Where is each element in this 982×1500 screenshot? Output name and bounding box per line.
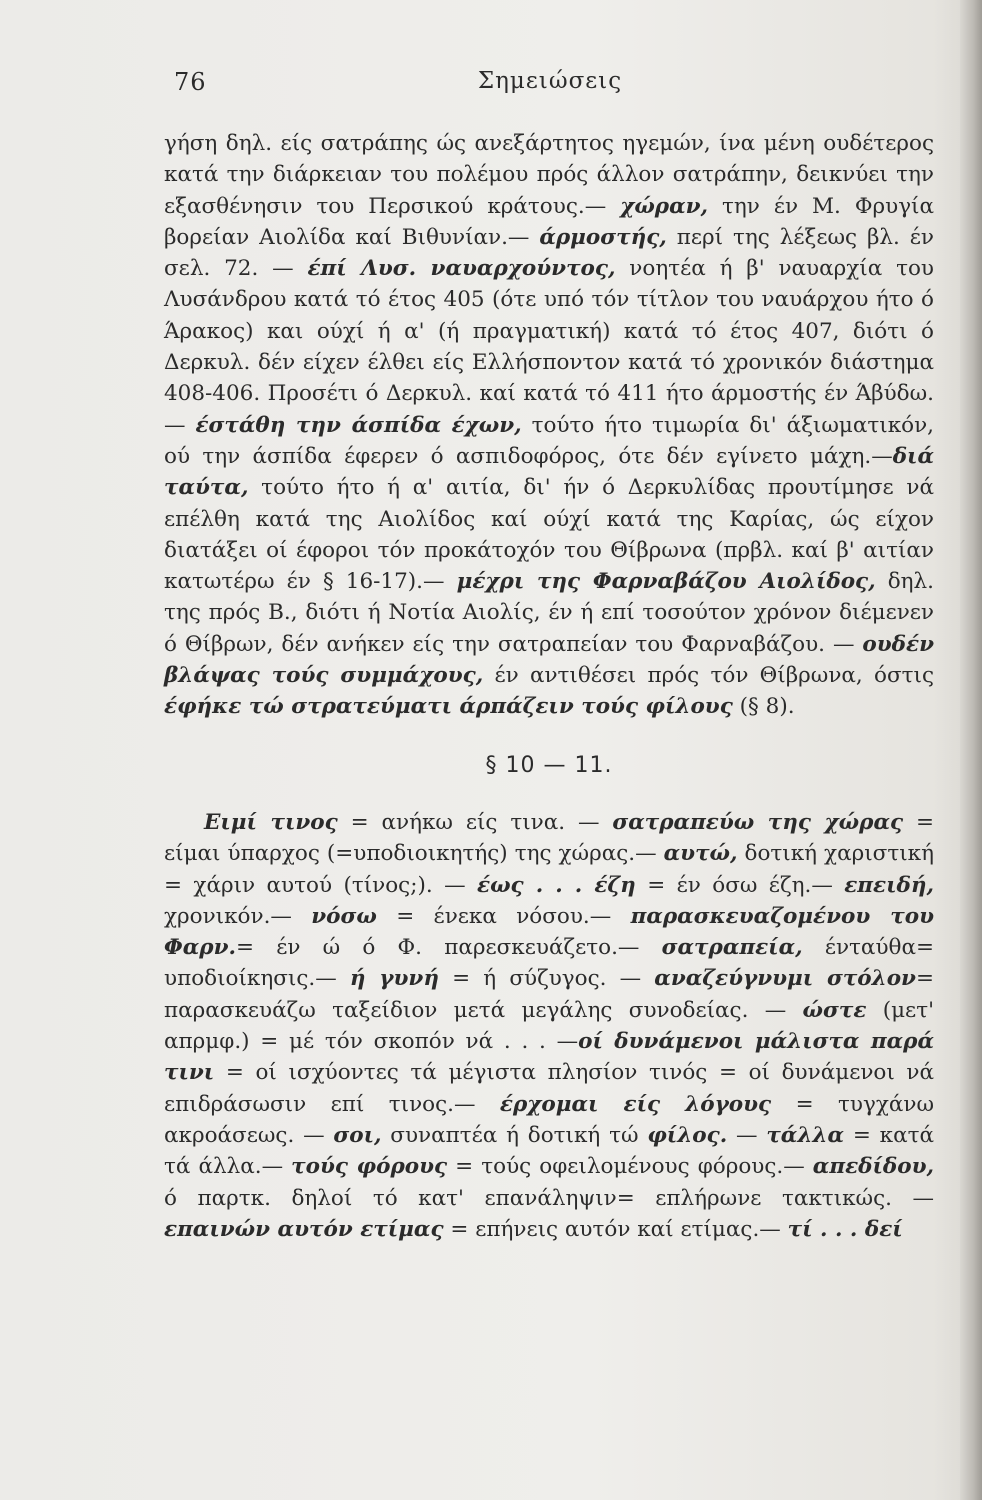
lemma-term: χώραν, [620,193,709,219]
lemma-term: σατραπεύω της χώρας [612,809,904,835]
notes-paragraph-1: γήση δηλ. είς σατράπης ώς ανεξάρτητος ηγεμών, ίνα μένη ουδέτερος κατά την διάρκειαν του πολέμου πρός άλλον σατράπην, δεικνύει την εξασθένησιν του Περσικού κράτους.— χώραν, την έν Μ. Φρυγία βορείαν Αιολίδα καί Βιθυνίαν.— άρμοστής, περί της λέξεως βλ. έν σελ. 72. — έπί Λυσ. ναυαρχούντος, νοητέα ή β' ναυαρχία του Λυσάνδρου κατά τό έτος 405 (ότε υπό τόν τίτλον του ναυάρχου ήτο ό Άρακος) και ούχί ή α' (ή πραγματική) κατά τό έτος 407, διότι ό Δερκυλ. δέν είχεν έλθει είς Ελλήσποντον κατά τό χρονικόν διάστημα 408-406. Προσέτι ό Δερκυλ. καί κατά τό 411 ήτο άρμοστής έν Άβύδω.— έστάθη την άσπίδα έχων, τούτο ήτο τιμωρία δι' άξιωματικόν, ού την άσπίδα έφερεν ό ασπιδοφόρος, ότε δέν εγίνετο μάχη.—διά ταύτα, τούτο ήτο ή α' αιτία, δι' ήν ό Δερκυλίδας προυτίμησε νά επέλθη κατά της Αιολίδος καί ούχί κατά της Καρίας, ώς είχον διατάξει οί έφοροι τόν προκάτοχόν του Θίβρωνα (πρβλ. καί β' αιτίαν κατωτέρω έν § 16-17).— μέχρι της Φαρναβάζου Αιολίδος, δηλ. της πρός Β., διότι ή Νοτία Αιολίς, έν ή επί τοσούτον χρόνον διέμενεν ό Θίβρων, δέν ανήκεν είς την σατραπείαν του Φαρναβάζου. — ουδέν βλάψας τούς συμμάχους, έν αντιθέσει πρός τόν Θίβρωνα, όστις έφήκε τώ στρατεύματι άρπάζειν τούς φίλους (§ 8). [164,131,935,720]
book-spine-shadow [960,0,982,1500]
page-number: 76 [174,68,207,96]
lemma-term: επαινών αυτόν ετίμας [164,1216,444,1242]
lemma-term: έπί Λυσ. ναυαρχούντος, [307,256,616,282]
lemma-term: ή γυνή [349,966,439,992]
lemma-term: έστάθη την άσπίδα έχων, [195,412,522,438]
lemma-term: παρασκευαζομένου του Φαρν. [164,903,934,961]
lemma-term: οί δυνάμενοι μάλιστα παρά τινι [164,1029,935,1086]
lemma-term: έως . . . έζη [477,872,636,898]
lemma-term: Ειμί τινος [204,809,338,835]
lemma-term: τάλλα [766,1122,845,1148]
notes-paragraph-2: Ειμί τινος = ανήκω είς τινα. — σατραπεύω της χώρας = είμαι ύπαρχος (=υποδιοικητής) της χώρας.— αυτώ, δοτική χαριστική = χάριν αυτού (τίνος;). — έως . . . έζη = έν όσω έζη.— επειδή, χρονικόν.— νόσω = ένεκα νόσου.— παρασκευαζομένου του Φαρν.= έν ώ ό Φ. παρεσκευάζετο.— σατραπεία, ένταύθα= υποδιοίκησις.— ή γυνή = ή σύζυγος. — αναζεύγνυμι στόλον= παρασκευάζω ταξείδιον μετά μεγάλης συνοδείας. — ώστε (μετ' απρμφ.) = μέ τόν σκοπόν νά . . . —οί δυνάμενοι μάλιστα παρά τινι = οί ισχύοντες τά μέγιστα πλησίον τινός = οί δυνάμενοι νά επιδράσωσιν επί τινος.— έρχομαι είς λόγους = τυγχάνω ακροάσεως. — σοι, συναπτέα ή δοτική τώ φίλος. — τάλλα = κατά τά άλλα.— τούς φόρους = τούς οφειλομένους φόρους.— απεδίδου, ό παρτκ. δηλοί τό κατ' επανάληψιν= επλήρωνε τακτικώς. — επαινών αυτόν ετίμας = επήνεις αυτόν καί ετίμας.— τί . . . δεί [164,809,935,1242]
lemma-term: τούς φόρους [291,1154,448,1180]
lemma-term: ώστε [802,997,867,1023]
lemma-term: σοι, [333,1122,382,1148]
lemma-term: τί . . . δεί [787,1216,903,1242]
lemma-term: νόσω [311,903,377,929]
lemma-term: έρχομαι είς λόγους [499,1091,772,1117]
page-header [170,68,930,108]
lemma-term: διά ταύτα, [164,443,934,501]
lemma-term: ουδέν βλάψας τούς συμμάχους, [164,631,934,689]
section-heading: § 10 — 11. [485,752,613,778]
lemma-term: μέχρι της Φαρναβάζου Αιολίδος, [456,569,876,595]
lemma-term: άρμοστής, [539,224,667,250]
lemma-term: φίλος. [647,1122,728,1148]
lemma-term: αυτώ, [663,841,738,867]
lemma-term: σατραπεία, [661,935,803,961]
lemma-term: αναζεύγνυμι στόλον [654,966,916,992]
lemma-term: έφήκε τώ στρατεύματι άρπάζειν τούς φίλους [164,694,733,720]
running-head: Σημειώσεις [477,68,623,94]
lemma-term: επειδή, [844,872,934,898]
lemma-term: απεδίδου, [812,1154,934,1180]
page-body [164,128,934,1245]
